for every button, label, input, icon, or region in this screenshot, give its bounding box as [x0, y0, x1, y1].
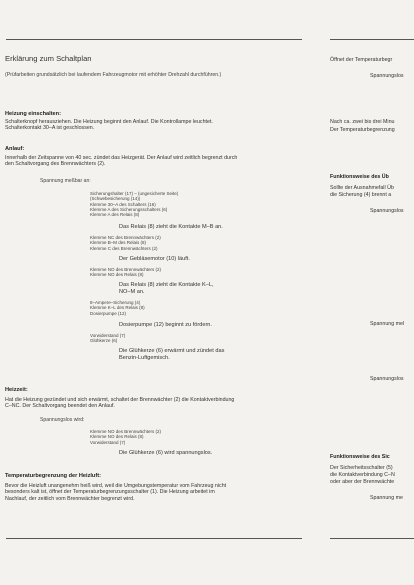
right-line: die Sicherung (4) brennt a — [330, 192, 392, 198]
list-item: Klemme NO des Brennwächters (2) — [90, 267, 162, 272]
heizzeit-result: Die Glühkerze (6) wird spannungslos. — [119, 450, 213, 456]
right-line: Der Temperaturbegrenzung — [330, 127, 395, 133]
right-column — [330, 0, 414, 585]
list-item: (Schwebesicherung (14)) — [90, 196, 141, 202]
anlauf-group-5 — [90, 333, 125, 344]
right-line: Spannungslos — [370, 73, 404, 79]
temp-line-2: besonders kalt ist, öffnet der Temperaturbegrenzungsschalter (1). Die Heizung arbeitet im — [5, 489, 215, 496]
list-item: Klemme NO des Brennwächters (2) — [90, 429, 162, 434]
right-line: Spannung mel — [370, 321, 405, 327]
right-line: Spannungslos — [370, 208, 404, 214]
list-item: Vorwiderstand (7) — [90, 333, 126, 338]
heading-temp: Temperaturbegrenzung der Heizluft: — [5, 473, 101, 479]
list-item: Klemme A des Sicherungsschalters (6) — [90, 206, 168, 212]
list-item: Klemme NC des Brennwächters (2) — [90, 235, 161, 240]
right-heading: Funktionsweise des Üb — [330, 174, 389, 180]
right-line: Spannungslos — [370, 376, 404, 382]
anlauf-line-2: den Schaltvorgang des Brennwächters (2). — [5, 161, 106, 168]
top-rule-left — [6, 39, 302, 40]
list-item: Glühkerze (6) — [90, 338, 118, 344]
test-note: (Prüfarbeiten grundsätzlich bei laufendem Fahrzeugmotor mit erhöhter Drehzahl durchführen.) — [5, 72, 222, 78]
heizung-line-1: Schalterknopf herausziehen. Die Heizung beginnt den Anlauf. Die Kontrollampe leuchtet. — [5, 119, 213, 125]
result-line: Benzin-Luftgemisch. — [119, 355, 170, 362]
heizzeit-line-2: C–NC. Der Schaltvorgang beendet den Anlauf. — [5, 403, 115, 410]
temp-line-3: Nachlauf, der zeitlich vom Brennwächter begrenzt wird. — [5, 495, 135, 502]
list-item: Sicherungshalter (17) – (ungesicherte Seite) — [90, 191, 179, 196]
anlauf-text — [5, 155, 237, 168]
right-line: oder aber der Brennwächte — [330, 479, 395, 485]
heizung-line-2: Schalterkontakt 30–A ist geschlossen. — [5, 125, 95, 132]
list-item: Klemme B–M des Relais (8) — [90, 240, 147, 246]
spannung-label: Spannung meßbar an: — [40, 178, 91, 184]
anlauf-result-1: Das Relais (8) zieht die Kontakte M–B an. — [119, 224, 223, 230]
temp-line-1: Bevor die Heizluft unangenehm heiß wird, weil die Umgebungstemperatur vom Fahrzeug nicht — [5, 483, 227, 489]
right-line: Nach ca. zwei bis drei Minu — [330, 119, 395, 125]
bottom-rule-left — [6, 538, 302, 539]
temp-text — [5, 483, 226, 502]
heading-heizzeit: Heizzeit: — [5, 387, 28, 393]
list-item: Klemme A des Relais (8) — [90, 212, 140, 218]
right-line: Der Sicherheitsschalter (5) — [330, 465, 393, 471]
spannungslos-label: Spannungslos wird: — [40, 417, 85, 423]
result-line: Das Relais (8) zieht die Kontakte K–L, — [119, 282, 214, 288]
right-line: Spannung me — [370, 495, 403, 501]
list-item: Klemme NO des Relais (8) — [90, 272, 144, 278]
list-item: Klemme NO des Relais (8) — [90, 434, 144, 440]
anlauf-group-4 — [90, 300, 145, 316]
heading-heizung: Heizung einschalten: — [5, 111, 61, 117]
anlauf-result-2: Der Gebläsemotor (10) läuft. — [119, 256, 190, 262]
right-line: Öffnet der Temperaturbegr — [330, 57, 393, 63]
heizung-text — [5, 119, 213, 132]
anlauf-result-5 — [119, 348, 224, 363]
right-line: Sollte der Ausnahmefall Üb — [330, 185, 394, 191]
heizzeit-line-1: Hat die Heizung gezündet und sich erwärmt, schaltet der Brennwächter (2) die Kontaktverbindung — [5, 397, 235, 403]
heizzeit-group — [90, 429, 161, 445]
page-title: Erklärung zum Schaltplan — [5, 54, 92, 63]
list-item: 8–Ampere–Sicherung (4) — [90, 300, 141, 305]
list-item: Dosierpumpe (12) — [90, 310, 127, 316]
anlauf-group-1 — [90, 191, 178, 217]
anlauf-result-3 — [119, 282, 214, 296]
list-item: Vorwiderstand (7) — [90, 439, 126, 445]
right-line: die Kontaktverbindung C–N — [330, 472, 395, 478]
heizzeit-text — [5, 397, 234, 410]
list-item: Klemme K–L des Relais (8) — [90, 305, 145, 311]
list-item: Klemme C des Brennwächters (2) — [90, 245, 158, 251]
right-heading: Funktionsweise des Sic — [330, 454, 390, 460]
anlauf-group-3 — [90, 267, 161, 278]
heading-anlauf: Anlauf: — [5, 146, 25, 152]
anlauf-result-4: Dosierpumpe (12) beginnt zu fördern. — [119, 322, 212, 328]
result-line: NO–M an. — [119, 288, 145, 295]
list-item: Klemme 30–A des Schalters (16) — [90, 201, 156, 207]
anlauf-group-2 — [90, 235, 161, 251]
anlauf-line-1: Innerhalb der Zeitspanne von 40 sec. zündet das Heizgerät. Der Anlauf wird zeitlich begrenzt durch — [5, 155, 238, 161]
result-line: Die Glühkerze (6) erwärmt und zündet das — [119, 348, 225, 354]
